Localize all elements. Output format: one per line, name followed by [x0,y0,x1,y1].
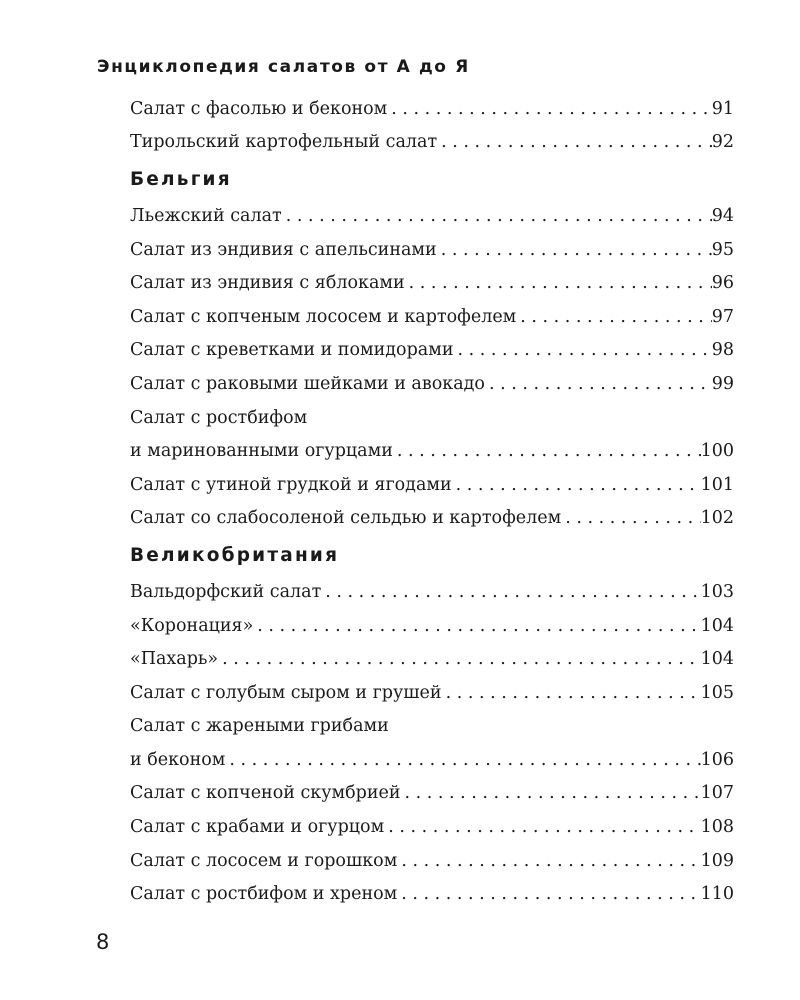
toc-entry-page: 97 [711,306,734,327]
dot-leader [387,99,711,119]
toc-entry-page: 108 [700,817,734,838]
toc-entry [130,334,734,368]
toc-entry-page: 104 [700,649,734,670]
dot-leader [253,616,700,636]
toc-entry-page: 110 [700,884,734,905]
dot-leader [442,683,701,703]
toc-entry [130,367,734,401]
toc-entry-line [130,710,734,744]
toc-entry-title: Салат со слабосоленой сельдью и картофелем [130,508,562,529]
dot-leader [321,582,700,602]
toc-entry [130,434,734,468]
toc-entry [130,126,734,160]
toc-entry-title: Салат с голубым сыром и грушей [130,682,442,703]
toc-entry [130,810,734,844]
toc-entry [130,777,734,811]
toc-entry-title: Салат с раковыми шейками и авокадо [130,373,485,394]
toc-entry-page: 99 [711,373,734,394]
toc-entry-title: Салат с креветками и помидорами [130,340,454,361]
toc-entry-title: Тирольский картофельный салат [130,132,438,153]
toc-section-heading: Бельгия [130,168,232,190]
toc-entry-title: Салат из эндивия с апельсинами [130,239,437,260]
page-number: 8 [96,930,110,954]
toc-entry-page: 92 [711,132,734,153]
toc-entry-page: 106 [700,749,734,770]
toc-entry-title: Салат с копченым лососем и картофелем [130,306,517,327]
dot-leader [225,750,700,770]
toc-entry-page: 94 [711,205,734,226]
toc-entry-page: 104 [700,615,734,636]
toc-entry [130,642,734,676]
toc-entry [130,676,734,710]
toc-entry-page: 105 [700,682,734,703]
dot-leader [452,475,701,495]
toc-entry-line [130,401,734,435]
toc-entry [130,199,734,233]
toc-entry-title: Салат с ростбифом и хреном [130,884,398,905]
toc-entry-page: 91 [711,98,734,119]
running-head: Энциклопедия салатов от А до Я [97,57,470,77]
toc-entry-title: и маринованными огурцами [130,441,393,462]
dot-leader [437,240,712,260]
toc-entry-page: 98 [711,340,734,361]
toc-entry [130,743,734,777]
toc-entry-page: 100 [700,441,734,462]
toc-entry [130,233,734,267]
toc-entry-title: «Пахарь» [130,649,219,670]
dot-leader [401,783,701,803]
toc-entry [130,502,734,536]
toc-entry [130,575,734,609]
toc-entry-title: Салат с жареными грибами [130,716,389,737]
toc-entry [130,266,734,300]
toc-entry [130,468,734,502]
dot-leader [437,132,712,152]
dot-leader [384,817,700,837]
table-of-contents [130,92,734,911]
toc-entry-page: 101 [700,474,734,495]
dot-leader [454,340,712,360]
toc-entry-page: 96 [711,273,734,294]
toc-entry [130,300,734,334]
toc-entry-title: Салат с ростбифом [130,407,308,428]
toc-entry-title: Салат с крабами и огурцом [130,817,385,838]
toc-entry-page: 102 [700,508,734,529]
toc-entry [130,877,734,911]
toc-entry-page: 103 [700,581,734,602]
dot-leader [397,884,700,904]
dot-leader [282,206,712,226]
toc-section-heading: Великобритания [130,544,340,566]
toc-entry-page: 107 [700,783,734,804]
toc-entry-title: Льежский салат [130,205,282,226]
toc-entry-title: Салат с фасолью и беконом [130,98,388,119]
toc-entry-title: Салат с копченой скумбрией [130,783,401,804]
toc-entry-title: «Коронация» [130,615,254,636]
toc-entry [130,609,734,643]
dot-leader [561,508,700,528]
dot-leader [516,307,711,327]
dot-leader [397,851,700,871]
dot-leader [393,441,701,461]
toc-entry-title: Салат из эндивия с яблоками [130,273,405,294]
toc-entry-title: Салат с лососем и горошком [130,850,398,871]
toc-entry-title: и беконом [130,749,226,770]
toc-entry-page: 109 [700,850,734,871]
toc-entry [130,92,734,126]
toc-entry-page: 95 [711,239,734,260]
dot-leader [485,374,712,394]
toc-entry-title: Вальдорфский салат [130,581,322,602]
toc-entry-title: Салат с утиной грудкой и ягодами [130,474,452,495]
dot-leader [218,649,700,669]
toc-entry [130,844,734,878]
dot-leader [405,273,712,293]
